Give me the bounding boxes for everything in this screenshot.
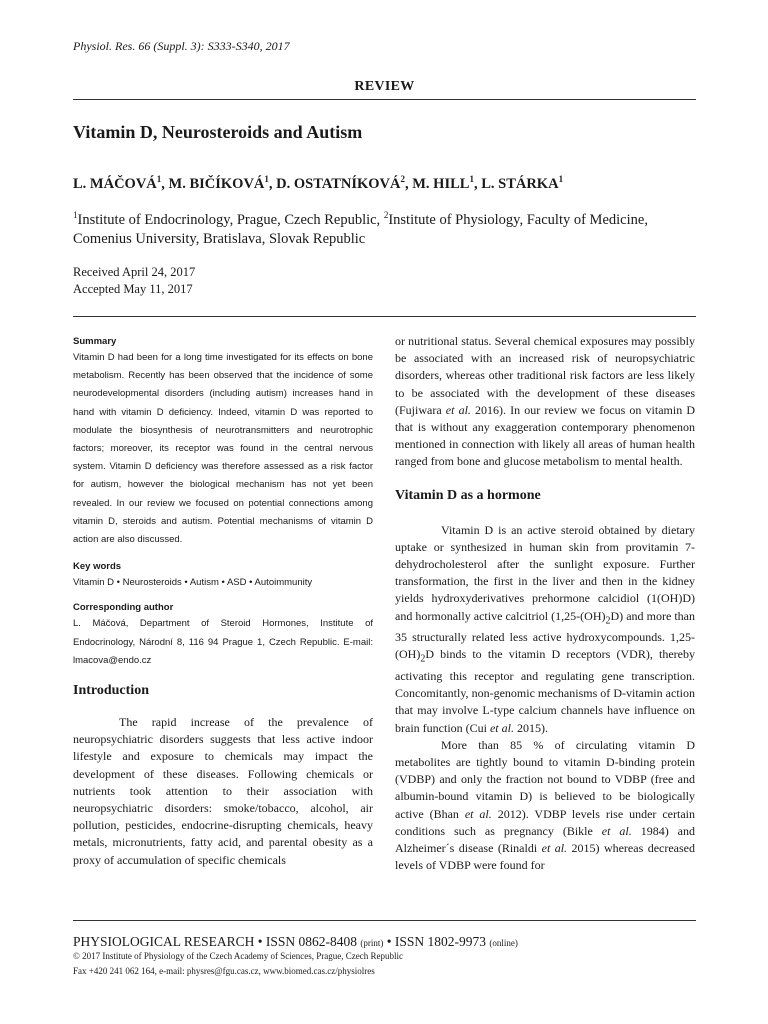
accepted-date: Accepted May 11, 2017: [73, 282, 193, 296]
footer-print-label: (print): [360, 938, 384, 948]
introduction-heading: Introduction: [73, 683, 149, 699]
author-affiliation-mark: 1: [469, 174, 474, 185]
author-name: D. OSTATNÍKOVÁ: [276, 176, 401, 192]
footer-online-label: (online): [489, 938, 518, 948]
citation-etal: et al.: [445, 402, 471, 417]
subscript: 2: [420, 653, 426, 665]
vitamin-d-paragraph-2: [395, 737, 695, 875]
citation-etal: et al.: [464, 806, 492, 821]
subscript: 2: [605, 615, 611, 627]
header-rule: [73, 99, 696, 100]
corresponding-text: L. Máčová, Department of Steroid Hormones, Institute of Endocrinology, Národní 8, 116 94 Prague 1, Czech Republic. E-mail: lmacova@endo.cz: [73, 618, 373, 666]
corresponding-heading: Corresponding author: [73, 602, 174, 614]
text-run: More than 85 % of circulating vitamin D metabolites are tightly bound to vitamin D-binding protein (VDBP) and only the fraction not bound to VDBP (free and albumin-bound vitamin D) is believed to be biologically active (Bhan: [395, 737, 695, 821]
section-type: REVIEW: [354, 79, 415, 94]
author-affiliation-mark: 2: [400, 174, 405, 185]
text-run: 2012). VDBP levels rise under certain conditions such as pregnancy (Bikle: [395, 806, 696, 838]
keywords-heading: Key words: [73, 561, 122, 573]
footer-rule: [73, 920, 696, 921]
summary-text: Vitamin D had been for a long time investigated for its effects on bone metabolism. Recently has been observed that the incidence of some neurodevelopmental disorders (including autism) increases hand in hand with vitamin D deficiency. Indeed, vitamin D was reported to modulate the biosynthesis of neurotransmitters and neurotrophic factors; moreover, its receptor was found in the central nervous system. Vitamin D deficiency was therefore assessed as a risk factor for autism, however the biological mechanism has not yet been revealed. In our review we focused on potential connections among vitamin D, steroids and autism. Potential mechanisms of vitamin D action are also discussed.: [73, 352, 373, 546]
introduction-text: The rapid increase of the prevalence of neuropsychiatric disorders suggests that less active indoor lifestyle and exposure to chemicals may impact the development of these diseases. Following chemicals or nutrients took attention to their association with neuropsychiatric disorders: smoke/tobacco, alcohol, air pollution, pesticides, endocrine-disrupting chemicals, heavy metals, micronutrients, fatty acid, and parental obesity as a proxy of accumulation of specific chemicals: [73, 715, 373, 867]
author-name: M. BIČÍKOVÁ: [168, 176, 265, 192]
footer-journal-name: PHYSIOLOGICAL RESEARCH • ISSN 0862-8408: [73, 934, 361, 949]
footer-journal-line: [73, 934, 518, 950]
received-date: Received April 24, 2017: [73, 265, 196, 279]
text-run: 2015) whereas decreased levels of VDBP were found for: [395, 841, 695, 873]
text-run: D binds to the vitamin D receptors (VDR), thereby activating this receptor and regulating gene transcription. Concomitantly, non-genomic mechanisms of D-vitamin action that may involve L-type calcium channels have influence on brain function (Cui: [395, 647, 695, 735]
author-name: L. MÁČOVÁ: [73, 176, 157, 192]
footer-copyright: © 2017 Institute of Physiology of the Czech Academy of Sciences, Prague, Czech Republic: [73, 951, 404, 961]
author-separator: ,: [161, 176, 169, 192]
author-list: [73, 176, 563, 193]
author-name: L. STÁRKA: [481, 176, 559, 192]
affiliation-text: Institute of Physiology, Faculty of Medicine, Comenius University, Bratislava, Slovak Republic: [73, 212, 648, 247]
citation-etal: et al.: [541, 841, 568, 856]
citation-etal: et al.: [601, 823, 632, 838]
text-run: or nutritional status. Several chemical exposures may possibly be associated with an increased risk of neuropsychiatric disorders, whereas other traditional risk factors are less likely to be associated with the development of these diseases (Fujiwara: [395, 334, 695, 417]
text-run: D) and more than 35 structurally related less active hydroxycompounds. 1,25-(OH): [395, 608, 695, 662]
article-title: Vitamin D, Neurosteroids and Autism: [73, 122, 363, 142]
footer-contact: Fax +420 241 062 164, e-mail: physres@fgu.cas.cz, www.biomed.cas.cz/physiolres: [73, 966, 375, 976]
affiliation-number: 1: [73, 210, 78, 221]
article-dates: [73, 264, 195, 298]
journal-reference: Physiol. Res. 66 (Suppl. 3): S333-S340, 2017: [73, 39, 290, 53]
affiliation-number: 2: [383, 210, 389, 221]
text-run: Vitamin D is an active steroid obtained by dietary uptake or synthesized in human skin from provitamin 7-dehydrocholesterol after the sunlight exposure. Further transformation, the first in the liver and then in the kidney yields hydroxyderivatives prehormone calcidiol (1(OH)D) and hormonally active calcitriol (1,25-(OH): [395, 522, 695, 623]
right-column: [395, 333, 695, 874]
author-name: M. HILL: [412, 176, 470, 192]
author-affiliation-mark: 1: [264, 174, 269, 185]
author-separator: ,: [268, 176, 277, 192]
affiliations: [73, 211, 696, 249]
affiliation-text: Institute of Endocrinology, Prague, Czech Republic,: [77, 212, 384, 228]
keywords-text: Vitamin D • Neurosteroids • Autism • ASD • Autoimmunity: [73, 577, 313, 589]
section-rule: [73, 316, 696, 317]
summary-heading: Summary: [73, 336, 117, 347]
author-separator: ,: [473, 176, 482, 192]
left-column: [73, 335, 373, 869]
author-affiliation-mark: 1: [156, 174, 162, 185]
author-affiliation-mark: 1: [558, 174, 564, 185]
vitamin-d-heading: Vitamin D as a hormone: [395, 487, 541, 503]
citation-etal: et al.: [489, 720, 514, 735]
text-run: 2016). In our review we focus on vitamin D that is without any exaggeration contemporary phenomenon mentioned in connection with likely all areas of human health ranged from bone and glucose metabolism to mental health.: [395, 402, 695, 469]
vitamin-d-paragraph-1: [395, 522, 695, 737]
text-run: 2015).: [513, 720, 548, 735]
author-separator: ,: [405, 176, 413, 192]
continuation-paragraph: [395, 333, 695, 471]
footer-issn-online: • ISSN 1802-9973: [383, 934, 490, 949]
text-run: 1984) and Alzheimer´s disease (Rinaldi: [395, 823, 695, 856]
